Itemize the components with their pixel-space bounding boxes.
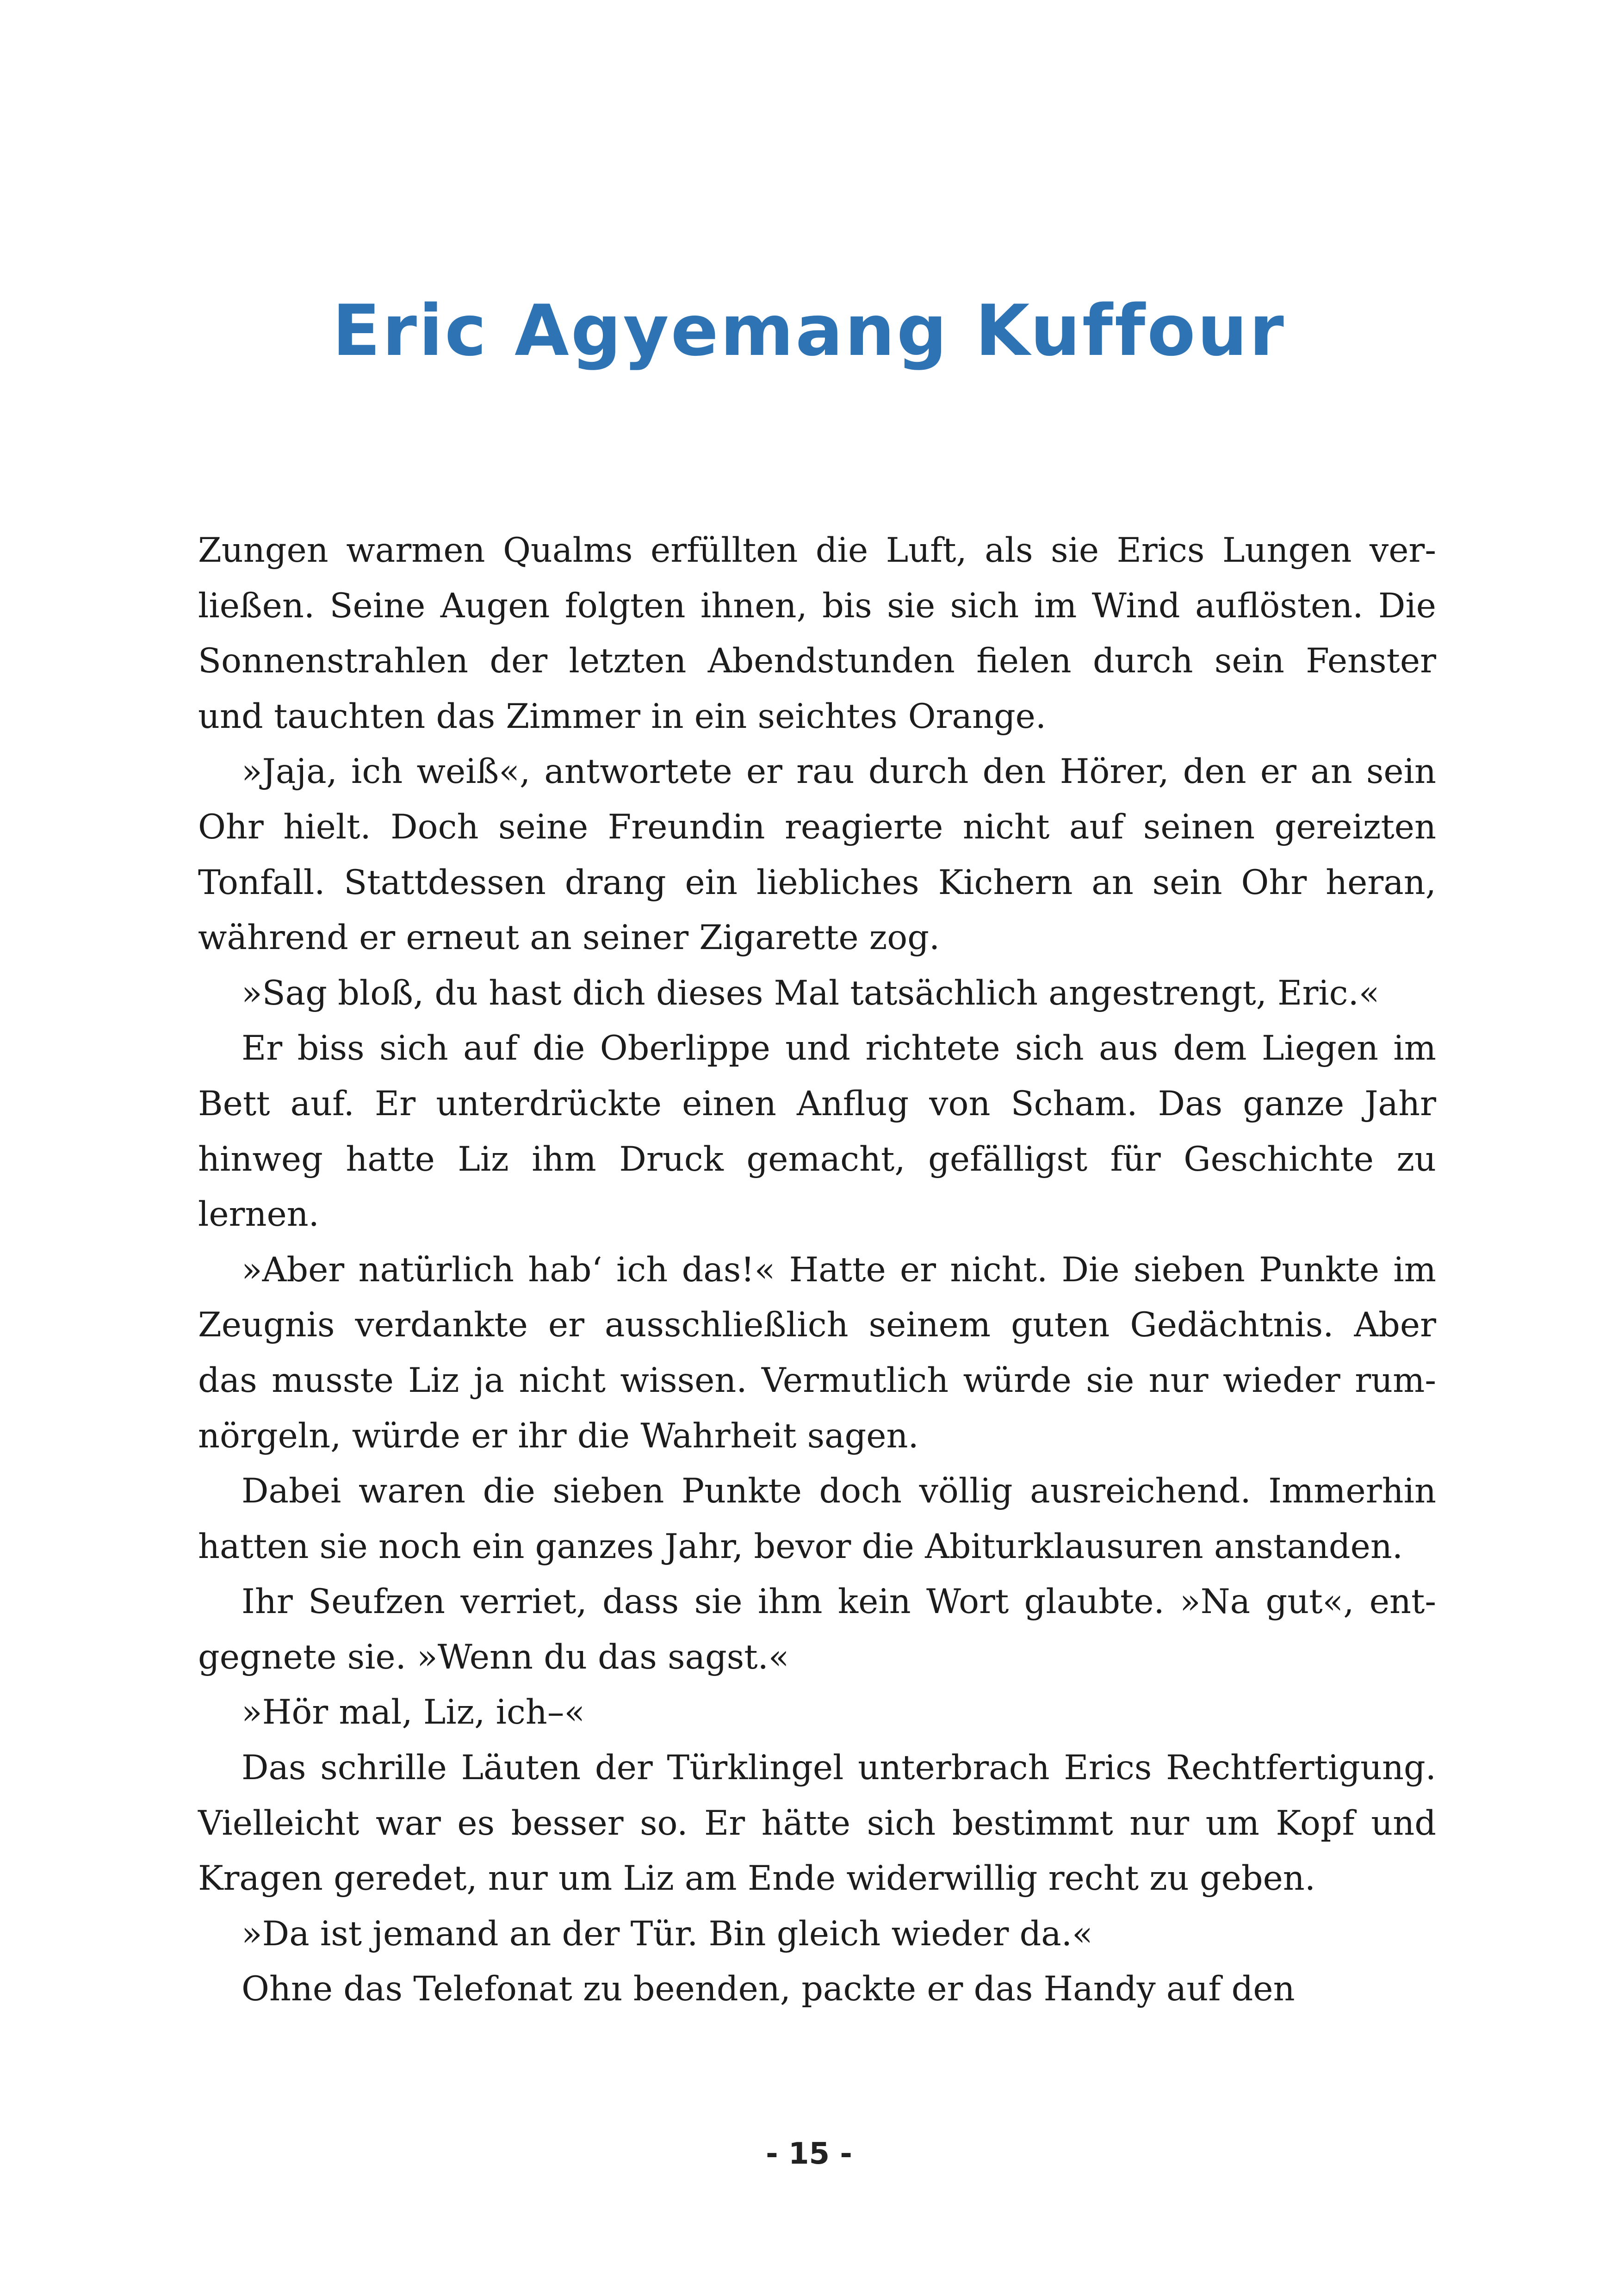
paragraph: Zungen warmen Qualms erfüllten die Luft, als sie Erics Lungen verließen. Seine Augen folgten ihnen, bis sie sich im Wind auflösten. Die Sonnenstrahlen der letzten Abendstunden fielen durch sein Fenster und tauchten das Zimmer in ein seichtes Orange. <box>198 531 1436 736</box>
paragraph: Er biss sich auf die Oberlippe und richtete sich aus dem Liegen im Bett auf. Er unterdrückte einen Anflug von Scham. Das ganze Jahr hinweg hatte Liz ihm Druck gemacht, gefälligst für Geschichte zu lernen. <box>198 1029 1436 1235</box>
paragraph: Ihr Seufzen verriet, dass sie ihm kein Wort glaubte. »Na gut«, entgegnete sie. »Wenn du das sagst.« <box>198 1582 1436 1677</box>
chapter-title: Eric Agyemang Kuffour <box>332 290 1286 372</box>
paragraph: »Jaja, ich weiß«, antwortete er rau durch den Hörer, den er an sein Ohr hielt. Doch seine Freundin reagierte nicht auf seinen gereizten Tonfall. Stattdessen drang ein liebliches Kichern an sein Ohr heran, während er erneut an seiner Zigarette zog. <box>198 752 1436 958</box>
paragraph: Das schrille Läuten der Türklingel unterbrach Erics Rechtfertigung. Vielleicht war es besser so. Er hätte sich bestimmt nur um Kopf und Kragen geredet, nur um Liz am Ende widerwillig recht zu geben. <box>198 1748 1436 1899</box>
paragraph: »Aber natürlich hab‘ ich das!« Hatte er nicht. Die sieben Punkte im Zeugnis verdankte er ausschließlich seinem guten Gedächtnis. Aber das musste Liz ja nicht wissen. Vermutlich würde sie nur wieder rumnörgeln, würde er ihr die Wahrheit sagen. <box>198 1250 1436 1456</box>
paragraph: Dabei waren die sieben Punkte doch völlig ausreichend. Immerhin hatten sie noch ein ganzes Jahr, bevor die Abiturklausuren anstanden. <box>198 1471 1436 1566</box>
paragraph: Ohne das Telefonat zu beenden, packte er das Handy auf den <box>242 1969 1295 2009</box>
paragraph: »Da ist jemand an der Tür. Bin gleich wieder da.« <box>242 1914 1093 1954</box>
page-number: - 15 - <box>766 2137 852 2171</box>
chapter-body <box>198 523 1436 2017</box>
paragraph: »Hör mal, Liz, ich–« <box>242 1693 585 1732</box>
paragraph: »Sag bloß, du hast dich dieses Mal tatsächlich angestrengt, Eric.« <box>242 973 1380 1013</box>
